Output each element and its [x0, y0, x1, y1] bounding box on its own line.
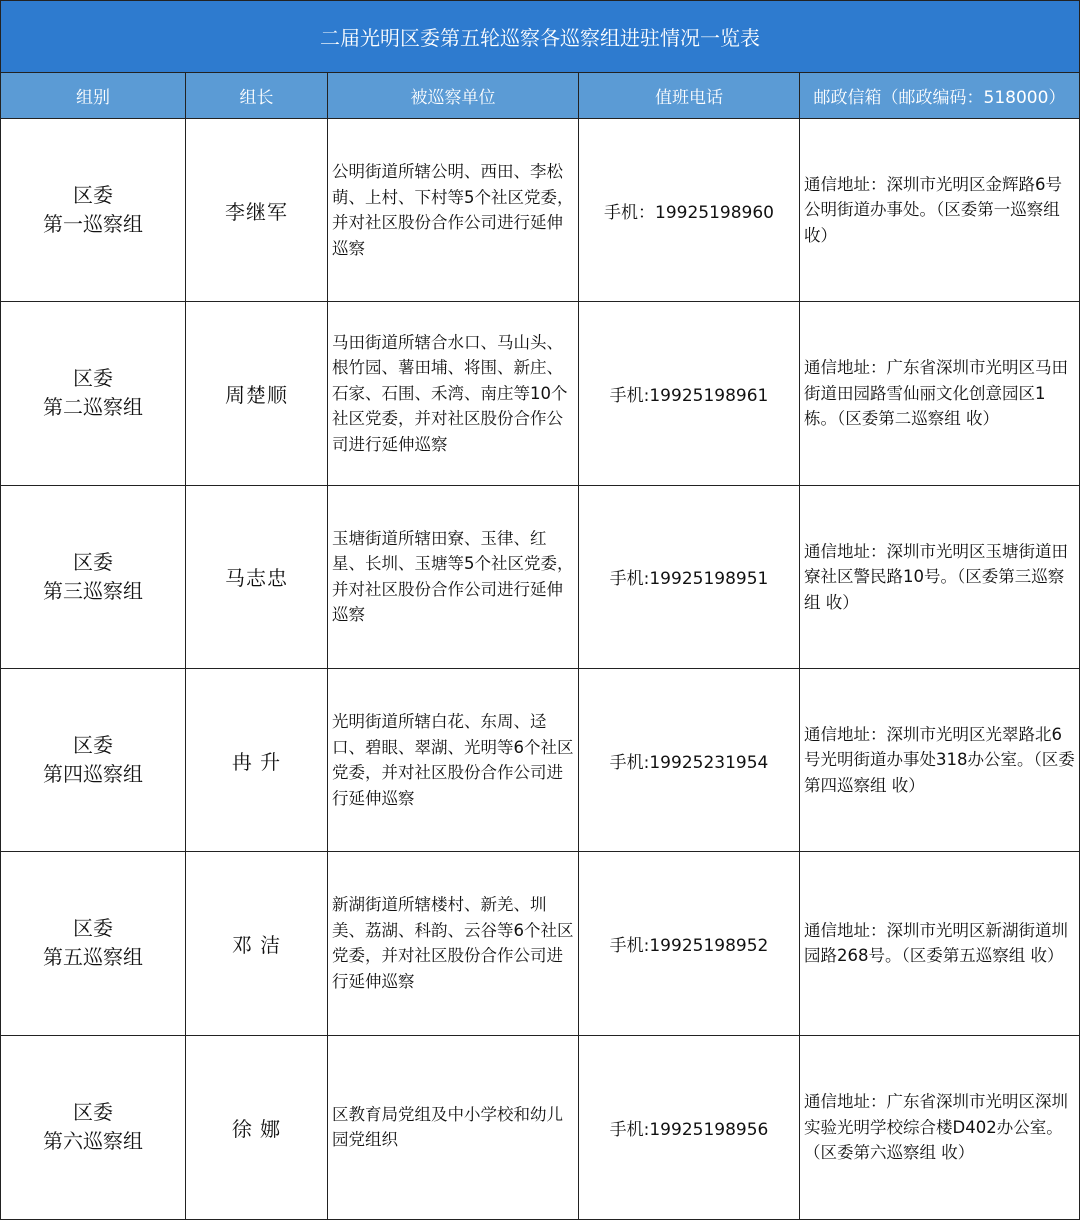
- mail-cell: [800, 852, 1079, 1034]
- table-header-row: [1, 73, 1079, 119]
- unit-text: 玉塘街道所辖田寮、玉律、红星、长圳、玉塘等5个社区党委，并对社区股份合作公司进行延伸巡察: [332, 528, 574, 625]
- mail-text: 通信地址：深圳市光明区玉塘街道田寮社区警民路10号。（区委第三巡察组 收）: [804, 541, 1068, 612]
- leader-cell: 徐 娜: [186, 1036, 328, 1219]
- leader-cell: 马志忠: [186, 486, 328, 668]
- mail-text: 通信地址：广东省深圳市光明区深圳实验光明学校综合楼D402办公室。（区委第六巡察组 收）: [804, 1092, 1068, 1163]
- unit-text: 公明街道所辖公明、西田、李松萌、上村、下村等5个社区党委，并对社区股份合作公司进行延伸巡察: [332, 162, 574, 258]
- unit-cell: [328, 119, 579, 301]
- unit-text: 新湖街道所辖楼村、新羌、圳美、荔湖、科韵、云谷等6个社区党委，并对社区股份合作公司进行延伸巡察: [332, 895, 574, 991]
- group-cell: [1, 669, 186, 851]
- header-mail: 邮政信箱（邮政编码：518000）: [813, 88, 1066, 108]
- group-line1: 区委: [73, 183, 113, 208]
- unit-cell: [328, 302, 579, 484]
- unit-cell: [328, 852, 579, 1034]
- phone-cell: 手机:19925198951: [579, 486, 800, 668]
- mail-cell: [800, 486, 1079, 668]
- unit-text: 马田街道所辖合水口、马山头、根竹园、薯田埔、将围、新庄、石家、石围、禾湾、南庄等10个社区党委，并对社区股份合作公司进行延伸巡察: [332, 332, 568, 454]
- leader-cell: 冉 升: [186, 669, 328, 851]
- table-row: [1, 669, 1079, 852]
- mail-text: 通信地址：广东省深圳市光明区马田街道田园路雪仙丽文化创意园区1栋。（区委第二巡察组 收）: [804, 358, 1068, 429]
- group-line1: 区委: [73, 549, 113, 574]
- table-body: [1, 119, 1079, 1219]
- group-cell: [1, 1036, 186, 1219]
- table-row: [1, 1036, 1079, 1219]
- header-phone: 值班电话: [579, 73, 800, 118]
- unit-cell: [328, 486, 579, 668]
- mail-text: 通信地址：深圳市光明区金辉路6号公明街道办事处。（区委第一巡察组 收）: [804, 174, 1062, 245]
- leader-cell: 邓 洁: [186, 852, 328, 1034]
- group-line2: 第五巡察组: [43, 945, 143, 970]
- group-line1: 区委: [73, 1100, 113, 1125]
- header-leader: 组长: [186, 73, 328, 118]
- phone-cell: 手机:19925198952: [579, 852, 800, 1034]
- unit-text: 光明街道所辖白花、东周、迳口、碧眼、翠湖、光明等6个社区党委，并对社区股份合作公司进行延伸巡察: [332, 712, 574, 808]
- unit-cell: [328, 669, 579, 851]
- unit-cell: [328, 1036, 579, 1219]
- group-line1: 区委: [73, 733, 113, 758]
- table-row: [1, 119, 1079, 302]
- group-cell: [1, 486, 186, 668]
- mail-text: 通信地址：深圳市光明区新湖街道圳园路268号。（区委第五巡察组 收）: [804, 920, 1068, 966]
- phone-cell: 手机:19925198956: [579, 1036, 800, 1219]
- group-line1: 区委: [73, 366, 113, 391]
- group-cell: [1, 302, 186, 484]
- unit-text: 区教育局党组及中小学校和幼儿园党组织: [332, 1104, 563, 1150]
- group-cell: [1, 852, 186, 1034]
- phone-cell: 手机：19925198960: [579, 119, 800, 301]
- leader-cell: 周楚顺: [186, 302, 328, 484]
- group-line1: 区委: [73, 916, 113, 941]
- mail-cell: [800, 669, 1079, 851]
- group-line2: 第四巡察组: [43, 762, 143, 787]
- group-line2: 第六巡察组: [43, 1129, 143, 1154]
- group-line2: 第一巡察组: [43, 212, 143, 237]
- phone-cell: 手机:19925198961: [579, 302, 800, 484]
- group-line2: 第三巡察组: [43, 578, 143, 603]
- header-unit: 被巡察单位: [328, 73, 579, 118]
- table-row: [1, 852, 1079, 1035]
- mail-cell: [800, 302, 1079, 484]
- group-line2: 第二巡察组: [43, 395, 143, 420]
- mail-cell: [800, 119, 1079, 301]
- mail-text: 通信地址：深圳市光明区光翠路北6号光明街道办事处318办公室。（区委第四巡察组 收）: [804, 724, 1075, 795]
- table-title: 二届光明区委第五轮巡察各巡察组进驻情况一览表: [1, 1, 1079, 73]
- leader-cell: 李继军: [186, 119, 328, 301]
- phone-cell: 手机:19925231954: [579, 669, 800, 851]
- mail-cell: [800, 1036, 1079, 1219]
- table-row: [1, 486, 1079, 669]
- header-group: 组别: [1, 73, 186, 118]
- group-cell: [1, 119, 186, 301]
- table-row: [1, 302, 1079, 485]
